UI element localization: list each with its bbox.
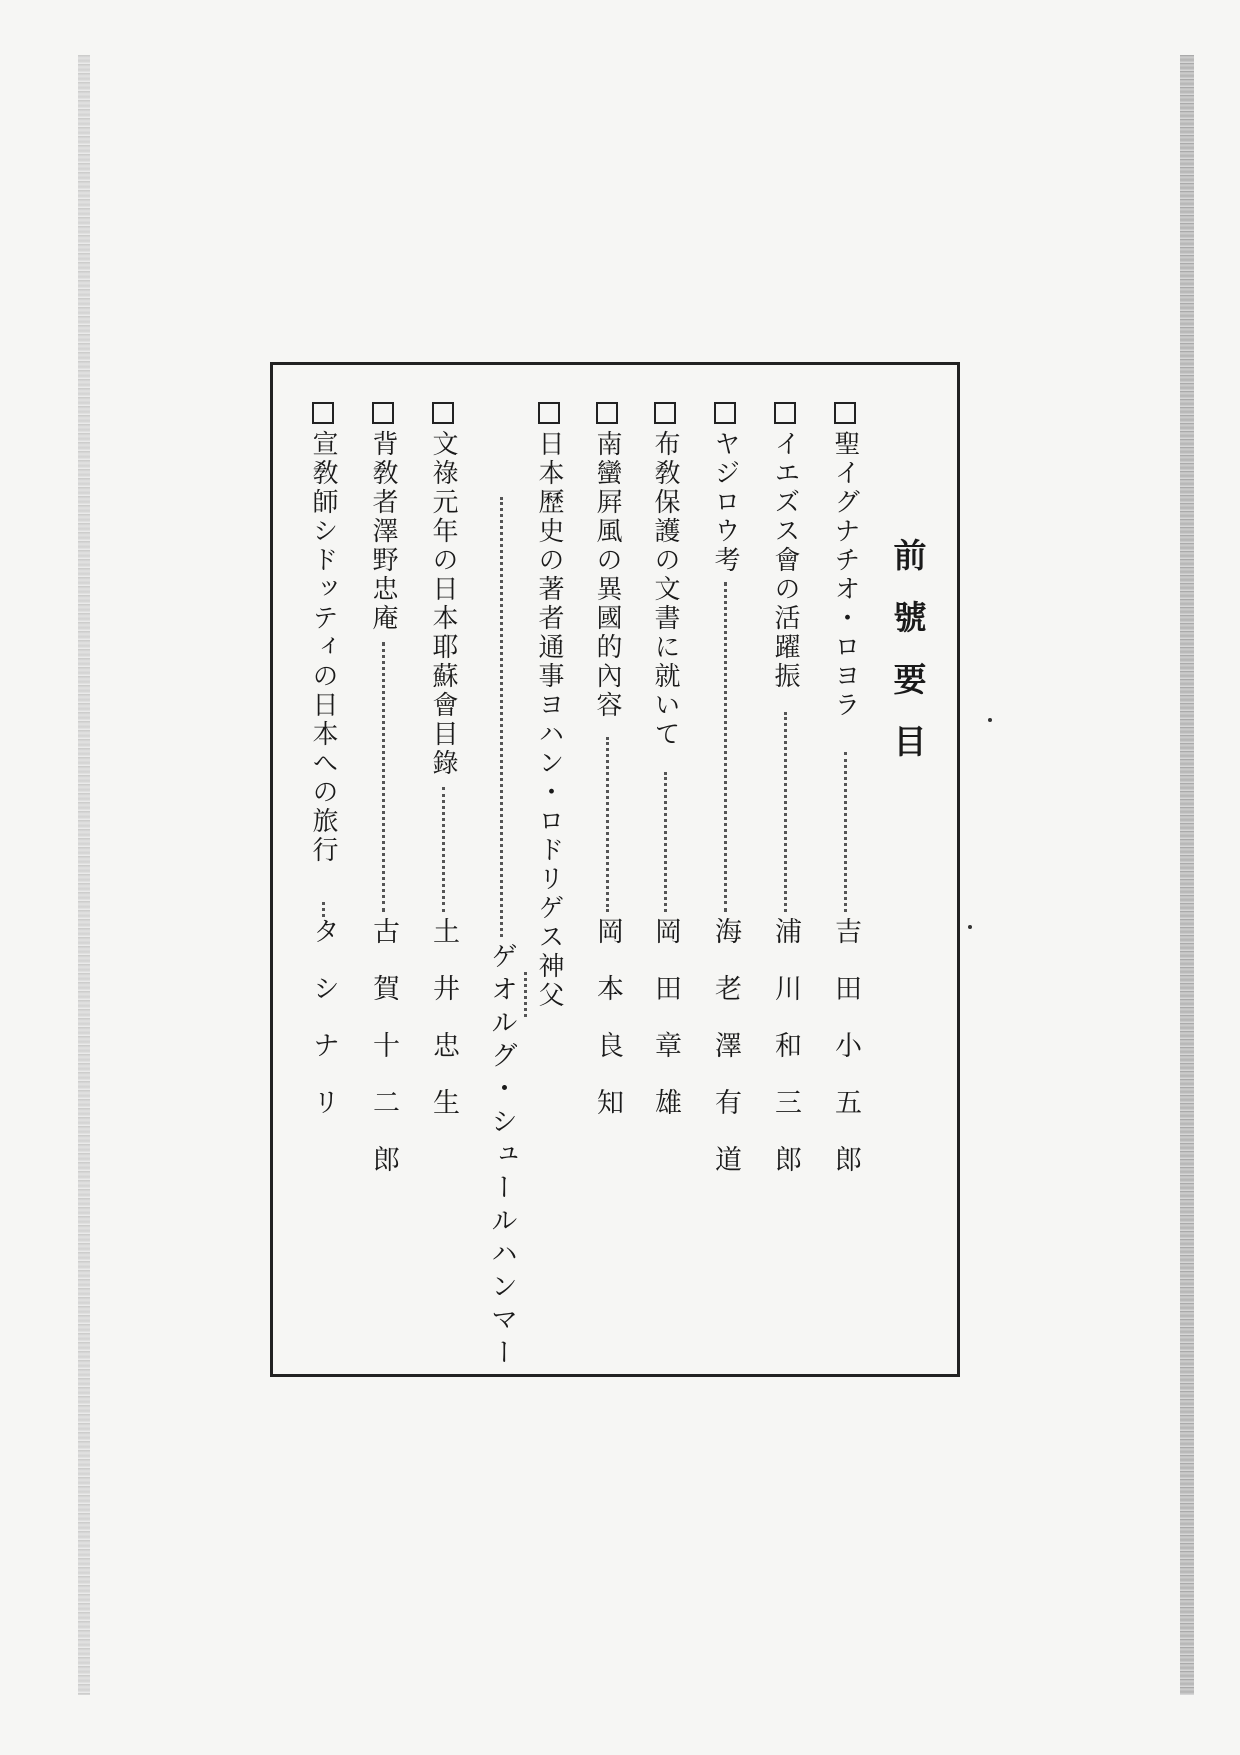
scan-speck [968,925,972,929]
toc-entry [710,402,740,1347]
dot-leader [382,642,385,912]
bullet-box-icon [432,402,454,424]
bullet-box-icon [372,402,394,424]
dot-leader [784,712,787,912]
scan-edge-right [1180,55,1194,1695]
dot-leader [844,752,847,912]
toc-entry [830,402,860,1347]
entry-author: 岡本良知 [592,917,623,1145]
entry-title: 背敎者澤野忠庵 [368,402,398,633]
entry-author: 古賀十二郎 [368,917,399,1202]
entry-author: 吉田小五郎 [830,917,861,1202]
entry-author: 海老澤有道 [710,917,741,1202]
bullet-box-icon [714,402,736,424]
toc-entry [534,402,564,1347]
dot-leader [500,497,503,937]
heading-char: 號 [893,598,927,637]
toc-entry [308,402,338,1347]
heading-char: 前 [893,536,927,575]
toc-entry-continuation [486,402,517,1371]
dot-leader [664,772,667,912]
toc-entry [368,402,398,1347]
entry-title: 布敎保護の文書に就いて [650,402,680,749]
heading-char: 要 [893,660,927,699]
entry-author: タシナリ [308,917,339,1145]
toc-entry [592,402,622,1347]
dot-leader [322,902,325,917]
scan-speck [988,718,992,722]
bullet-box-icon [654,402,676,424]
entry-author: ゲオルグ・シュールハンマー [486,942,517,1371]
contents-heading [890,525,930,773]
entry-title: 南蠻屛風の異國的內容 [592,402,622,720]
bullet-box-icon [538,402,560,424]
bullet-box-icon [312,402,334,424]
toc-entry [428,402,458,1347]
toc-entry [770,402,800,1347]
bullet-box-icon [596,402,618,424]
dot-leader [524,972,527,1017]
entry-title: 聖イグナチオ・ロヨラ [830,402,860,720]
heading-char: 目 [893,722,927,761]
entry-title: 宣敎師シドッティの日本への旅行 [308,402,338,865]
dot-leader [724,582,727,912]
entry-title: 文祿元年の日本耶蘇會目錄 [428,402,458,778]
bullet-box-icon [834,402,856,424]
toc-entry [650,402,680,1347]
entry-title: 日本歷史の著者通事ヨハン・ロドリゲス神父 [534,402,564,1010]
entry-author: 浦川和三郎 [770,917,801,1202]
entry-author: 土井忠生 [428,917,459,1145]
scan-edge-left [78,55,90,1695]
entry-title: イエズス會の活躍振 [770,402,800,691]
bullet-box-icon [774,402,796,424]
dot-leader [606,737,609,912]
dot-leader [442,787,445,912]
entry-author: 岡田章雄 [650,917,681,1145]
entry-title: ヤジロウ考 [710,402,740,575]
